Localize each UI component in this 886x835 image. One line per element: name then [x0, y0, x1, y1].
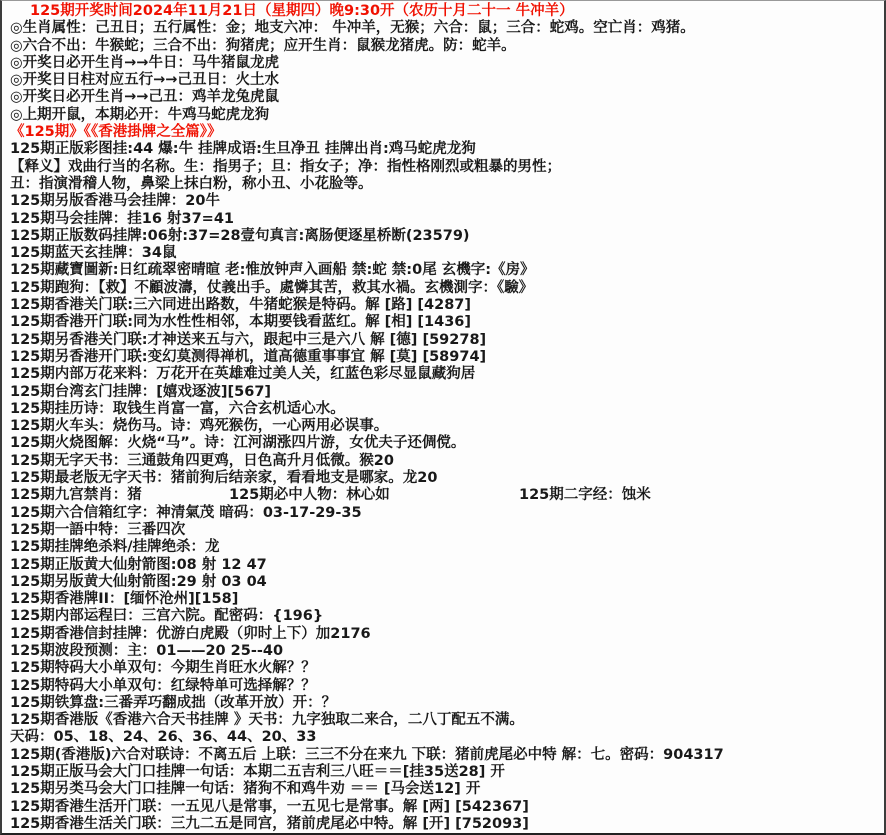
text-segment: 125期九宫禁肖：猪: [10, 487, 142, 504]
text-line: 125期正版彩图挂:44 爆:牛 挂牌成语:生旦净丑 挂牌出肖:鸡马蛇虎龙狗: [10, 141, 476, 158]
text-line: 125期另版黄大仙射箭图:29 射 03 04: [10, 573, 267, 590]
text-line: 125期内部运程曰：三宫六院。配密码：{196}: [10, 608, 324, 625]
text-line: 125期正版黄大仙射箭图:08 射 12 47: [10, 556, 267, 573]
text-line: 125期香港关门联:三六同进出路数，牛猪蛇猴是特码。解 [路] [4287]: [10, 297, 472, 314]
text-line: 125期六合信箱红字：神清氣茂 暗码：03-17-29-35: [10, 504, 362, 521]
text-line: 丑：指演滑稽人物，鼻梁上抹白粉，称小丑、小花脸等。: [10, 175, 373, 192]
text-line: ◎生肖属性：己丑日；五行属性：金；地支六冲： 牛冲羊，无猴；六合：鼠；三合：蛇鸡。空亡肖：鸡猪。: [10, 20, 695, 37]
text-line: 125期正版马会大门口挂牌一句话：本期二五吉利三八旺＝＝[挂35送28] 开: [10, 764, 505, 781]
text-line: 125期跑狗：【救】不顧波濤，仗義出手。處憐其苦，救其水禍。玄機測字：《驗》: [10, 279, 534, 296]
text-line: 125期另类马会大门口挂牌一句话：猪狗不和鸡牛劝 ＝＝ [马会送12] 开: [10, 781, 481, 798]
text-segment: 125期必中人物：林心如: [229, 487, 390, 504]
text-line: 125期波段预测：主：01——20 25--40: [10, 642, 284, 659]
text-line: 125期最老版无字天书：猪前狗后结亲家，看看地支是哪家。龙20: [10, 470, 438, 487]
text-line: 125期一語中特：三番四次: [10, 521, 186, 538]
text-line: 125期藏寶圖新:日红疏翠密晴暄 老:惟放钟声入画船 禁:蛇 禁:0尾 玄機字:《房》: [10, 262, 535, 279]
text-line: 125期火烧图解：火烧“马”。诗：江河湖涨四片游，女优夫子还倜傥。: [10, 435, 466, 452]
text-line: 125期铁算盘:三番弄巧翻成拙（改革开放）开：？: [10, 694, 337, 711]
text-line: ◎开奖日必开生肖→→己丑：鸡羊龙兔虎鼠: [10, 89, 279, 106]
text-line: 125期挂牌绝杀料/挂牌绝杀：龙: [10, 539, 220, 556]
text-content: [2, 3, 884, 833]
text-line: 125期特码大小单双句：红绿特单可选择解？？: [10, 677, 316, 694]
text-line: 125期内部万花来料：万花开在英雄难过美人关，红蓝色彩尽显鼠藏狗居: [10, 366, 476, 383]
text-line: 125期另香港关门联:才神送来五与六，跟起中三是六八 解 [德] [59278]: [10, 331, 487, 348]
text-line: 125期正版数码挂牌:06射:37=28壹句真言:离肠便逐星桥断(23579): [10, 227, 470, 244]
text-line: 125期火车头：烧伤马。诗：鸡死猴伤，一心两用必误事。: [10, 418, 389, 435]
text-line: 125期香港生活开门联：一五见八是常事，一五见七是常事。解 [两] [542367]: [10, 798, 529, 815]
text-line: 125期开奖时间2024年11月21日（星期四）晚9:30开（农历十月二十一 牛冲羊）: [30, 3, 574, 19]
text-line: 125期香港信封挂牌：优游白虎殿（卯时上下）加2176: [10, 625, 371, 642]
text-line: 125期马会挂牌：挂16 射37=41: [10, 210, 234, 227]
text-line: 125期无字天书：三通鼓角四更鸡，日色高升月低微。猴20: [10, 452, 394, 469]
text-line: 125期蓝天玄挂牌：34鼠: [10, 245, 177, 262]
text-line: 125期(香港版)六合对联诗：不离五后 上联：三三不分在来九 下联：猪前虎尾必中特 解：七。密码：904317: [10, 746, 724, 763]
text-line: 125期挂历诗：取钱生肖富一富，六合玄机适心水。: [10, 400, 345, 417]
text-line: 125期台湾玄门挂牌：[嬉戏逐波][567]: [10, 383, 272, 400]
text-line: ◎开奖日必开生肖→→牛日：马牛猪鼠龙虎: [10, 54, 279, 71]
text-line: ◎开奖日日柱对应五行→→己丑日：火土水: [10, 72, 279, 89]
text-line: ◎六合不出：牛猴蛇；三合不出：狗猪虎；应开生肖：鼠猴龙猪虎。防：蛇羊。: [10, 37, 516, 54]
text-line: 《125期》《《香港掛牌之全篇》》: [10, 124, 222, 141]
text-line: 125期香港版《香港六合天书挂牌 》天书：九字独取二来合，二八丁配五不满。: [10, 712, 524, 729]
text-line: 125期香港牌II：[缅怀沧州][158]: [10, 591, 239, 608]
text-line: ◎上期开鼠，本期必开：牛鸡马蛇虎龙狗: [10, 106, 270, 123]
text-line: 天码：05、18、24、26、36、44、20、33: [10, 729, 317, 746]
text-line: 125期另版香港马会挂牌：20牛: [10, 193, 220, 210]
text-line: 125期特码大小单双句：今期生肖旺水火解？？: [10, 660, 316, 677]
text-segment: 125期二字经：蚀米: [519, 487, 651, 504]
text-line: 125期香港生活关门联：三九二五是同宫，猪前虎尾必中特。解 [开] [752093]: [10, 815, 529, 832]
text-line: 【释义】戏曲行当的名称。生：指男子；旦：指女子；净：指性格刚烈或粗暴的男性；: [10, 158, 561, 175]
text-line: 125期另香港开门联:变幻莫测得禅机，道高德重事事宜 解 [莫] [58974]: [10, 348, 487, 365]
text-line: 125期香港开门联:同为水性性相邻，本期要钱看蓝红。解 [相] [1436]: [10, 314, 472, 331]
text-line-multi-column: [2, 487, 884, 504]
